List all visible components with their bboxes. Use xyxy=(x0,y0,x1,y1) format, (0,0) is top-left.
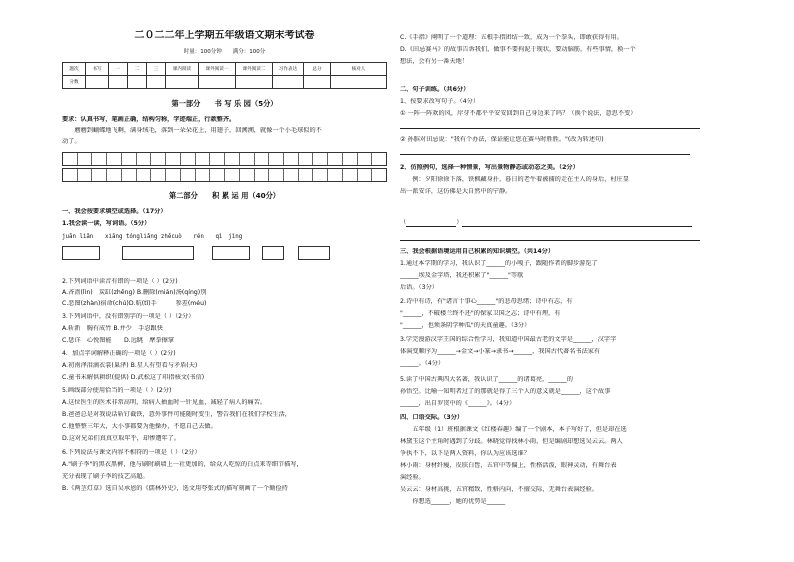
r5-line3: ______，出自罗贯中的《______》。（4分） xyxy=(400,400,516,407)
q6-option-d: D.《田忌赛马》的故事告诉我们，做事不要拘泥于现状，要动脑筋，有些事情，换一个 xyxy=(400,46,636,53)
part1-text-line2: 动了。 xyxy=(62,138,81,145)
oral-line2: 林黛玉这个主角时遇到了分歧。林晓觉得找林小雨，但是编剧却想选吴云云。两人 xyxy=(400,438,623,445)
q3-option-ab: A.斩新 胸有成竹 B.并少 手忍跟快 xyxy=(62,325,163,332)
r2-line2: "______，不破楼兰终不还"的保家卫国之志；诗中有理，有 xyxy=(400,310,561,317)
r5-line1: 5.读了中国古典四大名著，我认识了______的诸葛亮，______的 xyxy=(400,376,573,383)
q5-option-c: C.他整整三年大，大小事都要为他操办，不愿自己去做。 xyxy=(62,423,217,430)
r1-line2: ______埃及金字塔，我还积累了"______"等歇 xyxy=(400,272,524,279)
p1b-prompt: ② 孙膑对田忌说："我有个办法，保证能让您在赛马时胜胜。"(改为转述句) xyxy=(400,136,604,143)
section1-heading: 一、我会按要求填空或选择。（17分） xyxy=(62,208,167,215)
p1b-answer-line[interactable] xyxy=(400,154,690,155)
r3-line1: 3.学完漫游汉字王国的综合性学习，我知道中国最古老的文字是______，汉字字 xyxy=(400,336,617,343)
oral-line6: 吴云云：身材高挑，五官精致，性格内向，不擅交际，无舞台表演经验。 xyxy=(400,486,598,493)
p2-answer-row: （ ） xyxy=(400,219,730,227)
score-input[interactable] xyxy=(109,76,128,89)
score-cell: 一 xyxy=(109,63,128,76)
q1-pinyin: juān liǎn xiāng tóngliǎng zhēcuò rén qì jìng xyxy=(62,234,243,240)
q1-stem: 1.我会读一读，写词语。（5分） xyxy=(62,220,151,227)
q6-option-a-cont: 充分表现了刷子李的技艺高超。 xyxy=(62,473,149,480)
score-cell: 三 xyxy=(147,63,166,76)
exam-title: 二０二二年上学期五年级语文期末考试卷 xyxy=(134,30,315,41)
score-cell: 总分 xyxy=(304,63,331,76)
left-column xyxy=(62,0,387,562)
exam-meta: 时量：100分钟 满分：100分 xyxy=(183,49,266,55)
q4-option-cd: C.童书未解供耕织(提供) D.武松这了印指核文(书信) xyxy=(62,374,205,381)
p1a-answer-line[interactable] xyxy=(400,128,700,129)
score-cell: 课外阅读二 xyxy=(236,63,273,76)
oral-line5: 演经验。 xyxy=(400,474,425,481)
section3-heading: 三、我会根据语境运用自己积累的知识填空。（共14分） xyxy=(400,248,555,255)
score-input[interactable] xyxy=(166,76,199,89)
r5-line2: 孙悟空。比喻一知明者过了的那就是得了三个人的意义就是______，这个故事 xyxy=(400,388,611,395)
oral-line7: 你想选______，她的优势是______ xyxy=(400,498,506,505)
score-cell: 课外阅读一 xyxy=(199,63,236,76)
writing-grid-row1[interactable] xyxy=(62,152,387,166)
score-input[interactable] xyxy=(199,76,236,89)
oral-line1: 五年级（1）班根据课文《红楼春趣》编了一个剧本，本子写好了，但是却在选 xyxy=(400,426,627,433)
score-cell: 核对人 xyxy=(331,63,387,76)
p2-example-line2: 出一派安详，这仿佛是大自然中的宁静。 xyxy=(400,188,512,195)
part2-heading: 第二部分 积 累 运 用（40分） xyxy=(169,191,280,200)
q2-stem: 2.下列词语中读音有错的一项是（ ）(2分) xyxy=(62,278,178,285)
r1-line3: 后语。（3分） xyxy=(400,284,438,291)
q5-option-d: D.这对兄弟们真真豆取年乎，却惨遭年了。 xyxy=(62,435,181,442)
score-cell: 题次 xyxy=(63,63,86,76)
score-input[interactable] xyxy=(128,76,147,89)
oral-line3: 争执不下，以下是两人资料，你认为应该选谁？ xyxy=(400,450,530,457)
q6-option-b: B.《两茎灯草》选自吴承恩的《儒林外史》，选文用夸张式的描写刻画了一个勤俭持 xyxy=(62,485,288,492)
score-cell: 书写 xyxy=(86,63,109,76)
q6-option-a: A."刷子李"的黑衣黑裤，他与刷时刷墙上一社更加的，给众人吃惊的白点来等细节描写， xyxy=(62,461,303,468)
r1-line1: 1.通过本学期的学习，我认识了______的小嘎子，跟随作者的脚步游览了 xyxy=(400,260,598,267)
score-input[interactable] xyxy=(236,76,273,89)
r3-line2: 体演变顺序为______→金文→小篆→隶书→______，我国古代著名书法家有 xyxy=(400,348,601,355)
p1-stem: 1、按要求改写句子。（4分） xyxy=(400,98,480,105)
score-input[interactable] xyxy=(331,76,387,89)
q1-answer-boxes[interactable] xyxy=(62,246,387,260)
score-input[interactable] xyxy=(304,76,331,89)
q3-stem: 3.下列词语中，没有错别字的一项是（ ）（2分） xyxy=(62,313,195,320)
p2-answer-blank[interactable] xyxy=(462,220,692,227)
score-input[interactable] xyxy=(273,76,304,89)
right-column xyxy=(400,0,730,562)
part1-text-line1: 蘑蘑到蝴蝶地飞啊，满身绒毛，落到一朵朵花上，用翅子，回溯溯，就像一个小毛球似的不 xyxy=(62,127,322,134)
score-cell: 习作表达 xyxy=(273,63,304,76)
section4-heading: 四、口语交际。（3分） xyxy=(400,414,464,421)
p2-example-line1: 例：夕阳徐徐下落，铁枫藏身扑，暮日的老牛着被捕的走在主人的身后，村庄显 xyxy=(400,176,629,183)
q5-option-b: B.爸爸总是对我说话斩钉截铁，意外事件可能随时变生，警告我们在我们学校生活， xyxy=(62,411,291,418)
score-input[interactable] xyxy=(147,76,166,89)
q3-option-cd: C.惩详 心悦图能 D.远眺 摩拳擦掌 xyxy=(62,337,175,344)
r2-line3: "______，也须条阴学种瓜"的天真童趣。（3分） xyxy=(400,322,531,329)
score-cell: 二 xyxy=(128,63,147,76)
p2-stem: 2、仿照例句，选择一种情景，写出景物静态或动态之美。（2分） xyxy=(400,164,579,171)
q5-stem: 5.画线部分使用恰当的一项是（ ）(2分) xyxy=(62,387,172,394)
part1-requirement: 要求：认真书写，笔画正确，结构匀称，字迹端正，行款整齐。 xyxy=(62,116,236,123)
section2-heading: 二、句子训练。（共6分） xyxy=(400,86,470,93)
writing-grid-row2[interactable] xyxy=(62,168,387,182)
score-input[interactable] xyxy=(86,76,109,89)
p1a-prompt: ① 一阵一阵欢的风，岸芽不都平平安安回到自己身边来了吗？（换个说法，意思不变） xyxy=(400,110,637,117)
q6-stem: 6.下列说法与课文内容不相符的一项是（ ）（2分） xyxy=(62,449,201,456)
q5-option-a: A.这位医生的医术非常高明，给病人抽血时一针见血，减轻了病人的痛苦。 xyxy=(62,399,267,406)
score-table xyxy=(62,62,387,89)
oral-line4: 林小雨：身材纤瘦，皮肤白皙，五官中等偏上，性格活泼，眼神灵动，有舞台表 xyxy=(400,462,617,469)
q2-option-ab: A.吝啬(lìn) 炭缸(zhēng) B.删除(mián)汤(qíng)别 xyxy=(62,289,207,296)
q6-option-d-cont: 想法，会有另一番天地！ xyxy=(400,58,469,65)
score-cell: 分数 xyxy=(63,76,86,89)
r3-line3: ______。（4分） xyxy=(400,360,445,367)
q2-option-cd: C.恶图(zhàn)宿命(chú)D.航(tǐ)手 参差(méu) xyxy=(62,300,207,307)
q6-option-c: C.《手指》阐明了一个道理：五根手指团结一致，成为一个拳头，即敢获得有用。 xyxy=(400,34,623,41)
p2-choice-blank[interactable] xyxy=(406,220,456,227)
q4-stem: 4．加点字词解释正确的一项是（ ）(2分) xyxy=(62,350,176,357)
p2-answer-line[interactable] xyxy=(400,240,700,241)
score-cell: 课内阅读 xyxy=(166,63,199,76)
part1-heading: 第一部分 书 写 乐 园（5分） xyxy=(171,99,278,108)
r2-line1: 2.诗中有诗，有"诸言十事心______"的悲母思绪；诗中有志，有 xyxy=(400,298,573,305)
q4-option-ab: A.初南泽泪滴衣裳(巢泽) B.星人有望看与矛盾(天) xyxy=(62,362,198,369)
